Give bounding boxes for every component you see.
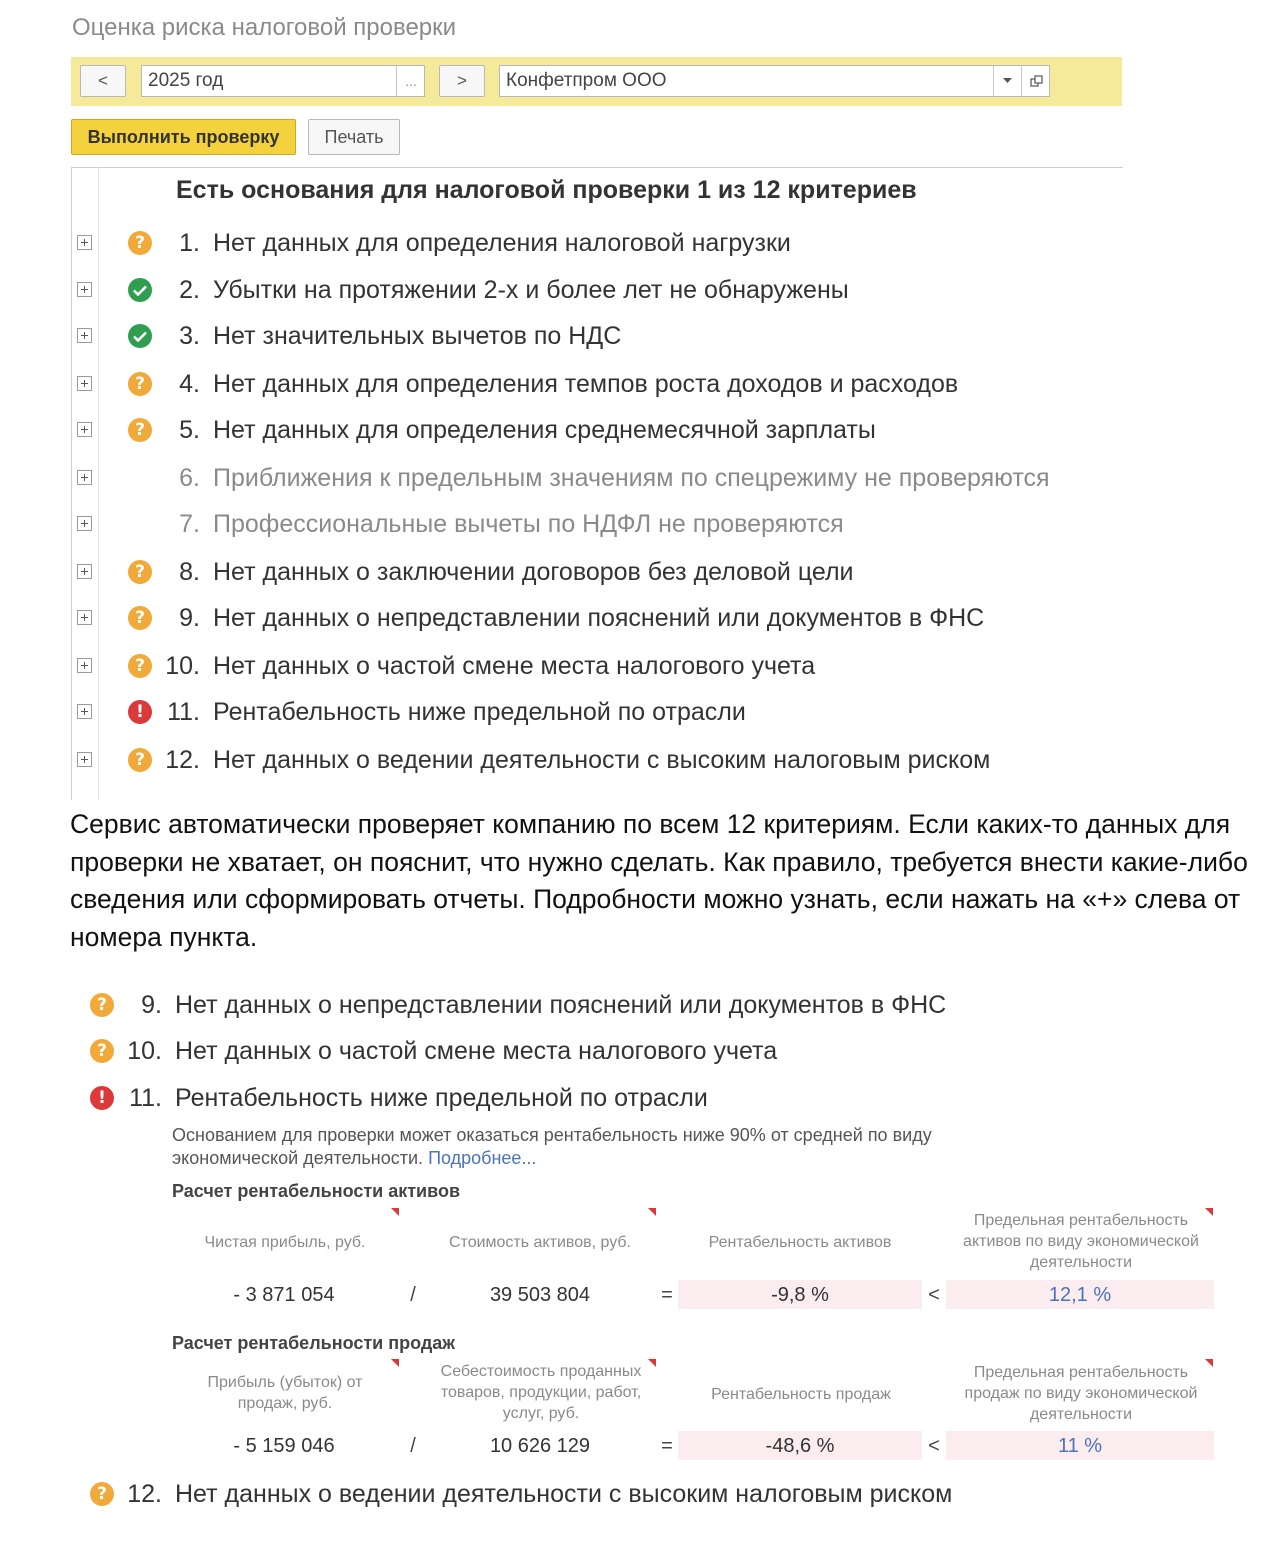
comment-marker (1205, 1359, 1213, 1367)
run-check-button[interactable]: Выполнить проверку (71, 119, 296, 155)
assets-limit-header: Предельная рентабельность активов по виду экономической деятельности (963, 1211, 1199, 1271)
question-status-icon: ? (128, 560, 152, 584)
detail-criterion-row (0, 1476, 1270, 1516)
expand-plus-icon[interactable] (77, 564, 92, 579)
criterion-text: Нет данных для определения темпов роста доходов и расходов (213, 370, 959, 398)
criterion-number: 1. (179, 229, 200, 257)
criterion-row (0, 225, 1270, 265)
alert-status-icon: ! (90, 1086, 114, 1110)
criterion-text: Приближения к предельным значениям по спецрежиму не проверяются (213, 464, 1050, 492)
check-status-icon (128, 324, 152, 348)
alert-status-icon: ! (128, 700, 152, 724)
more-link[interactable]: Подробнее... (428, 1148, 537, 1168)
expand-plus-icon[interactable] (77, 422, 92, 437)
expand-plus-icon[interactable] (77, 328, 92, 343)
question-status-icon: ? (90, 1039, 114, 1063)
question-status-icon: ? (128, 418, 152, 442)
criterion-description (172, 1124, 1052, 1170)
previous-period-button[interactable]: < (80, 65, 126, 97)
equals-sign: = (661, 1284, 673, 1306)
period-value: 2025 год (148, 70, 224, 91)
sales-profit-header: Прибыль (убыток) от продаж, руб. (207, 1374, 363, 1412)
criterion-text: Нет данных для определения налоговой нагрузки (213, 229, 791, 257)
criterion-row (0, 600, 1270, 640)
criterion-text: Нет данных о заключении договоров без деловой цели (213, 558, 854, 586)
criterion-row (0, 318, 1270, 358)
criterion-text: Нет данных о частой смене места налогового учета (213, 652, 816, 680)
organization-field[interactable] (499, 65, 1050, 97)
equals-sign: = (661, 1435, 673, 1457)
criterion-text: Профессиональные вычеты по НДФЛ не проверяются (213, 510, 844, 538)
comment-marker (391, 1208, 399, 1216)
organization-value: Конфетпром ООО (506, 70, 667, 91)
open-window-icon[interactable] (1022, 66, 1050, 96)
expand-plus-icon[interactable] (77, 658, 92, 673)
question-status-icon: ? (128, 606, 152, 630)
criterion-row (0, 648, 1270, 688)
article-paragraph: Сервис автоматически проверяет компанию по всем 12 критериям. Если каких-то данных для проверки не хватает, он пояснит, что нужно сделать. Как правило, требуется внести какие-либо сведения или сформировать отчеты. Подробности можно узнать, если нажать на «+» слева от номера пункта. (70, 809, 1248, 952)
criterion-text: Нет данных о частой смене места налогового учета (175, 1037, 778, 1065)
expand-plus-icon[interactable] (77, 235, 92, 250)
assets-cost-header: Стоимость активов, руб. (448, 1233, 631, 1251)
criterion-number: 9. (179, 604, 200, 632)
criterion-number: 12. (127, 1480, 162, 1508)
question-status-icon: ? (90, 993, 114, 1017)
description-text: Основанием для проверки может оказаться рентабельность ниже 90% от средней по виду экономической деятельности. (172, 1125, 932, 1168)
criterion-text: Нет значительных вычетов по НДС (213, 322, 622, 350)
criterion-number: 3. (179, 322, 200, 350)
expand-plus-icon[interactable] (77, 704, 92, 719)
detail-criterion-row (0, 987, 1270, 1027)
criterion-row (0, 412, 1270, 452)
next-period-button[interactable]: > (439, 65, 485, 97)
assets-section-title: Расчет рентабельности активов (172, 1181, 461, 1201)
form-title: Оценка риска налоговой проверки (72, 14, 457, 41)
criterion-number: 12. (165, 746, 200, 774)
criterion-text: Нет данных о непредставлении пояснений или документов в ФНС (213, 604, 985, 632)
question-status-icon: ? (128, 654, 152, 678)
question-status-icon: ? (128, 231, 152, 255)
criterion-number: 9. (141, 991, 162, 1019)
question-status-icon: ? (90, 1482, 114, 1506)
expand-plus-icon[interactable] (77, 516, 92, 531)
print-button[interactable]: Печать (308, 119, 400, 155)
less-than-sign: < (928, 1284, 940, 1306)
criterion-text: Нет данных о ведении деятельности с высоким налоговым риском (213, 746, 991, 774)
comment-marker (391, 1359, 399, 1367)
sales-limit-header: Предельная рентабельность продаж по виду экономической деятельности (964, 1363, 1198, 1423)
criterion-number: 10. (127, 1037, 162, 1065)
criterion-number: 4. (179, 370, 200, 398)
criterion-number: 2. (179, 276, 200, 304)
period-select-button[interactable]: ... (405, 73, 417, 89)
cost-of-sales-value: 10 626 129 (489, 1435, 591, 1457)
period-field[interactable] (141, 65, 425, 97)
criterion-row (0, 694, 1270, 734)
criterion-number: 7. (179, 510, 200, 538)
criterion-text: Рентабельность ниже предельной по отрасли (213, 698, 746, 726)
dropdown-arrow-icon[interactable] (994, 66, 1021, 96)
criterion-number: 6. (179, 464, 200, 492)
criterion-row (0, 272, 1270, 312)
assets-cost-value: 39 503 804 (489, 1284, 591, 1306)
comment-marker (1205, 1208, 1213, 1216)
net-profit-value: - 3 871 054 (233, 1284, 335, 1306)
criterion-row (0, 366, 1270, 406)
expand-plus-icon[interactable] (77, 282, 92, 297)
results-heading: Есть основания для налоговой проверки 1 из 12 критериев (176, 176, 917, 204)
sales-ratio-value: -48,6 % (765, 1435, 835, 1457)
question-status-icon: ? (128, 372, 152, 396)
assets-limit-value: 12,1 % (1048, 1284, 1112, 1306)
divide-sign: / (410, 1435, 416, 1457)
detail-criterion-row (0, 1033, 1270, 1073)
check-status-icon (128, 278, 152, 302)
comment-marker (648, 1359, 656, 1367)
criterion-number: 10. (165, 652, 200, 680)
criterion-row (0, 742, 1270, 782)
criterion-row (0, 554, 1270, 594)
divide-sign: / (410, 1284, 416, 1306)
criterion-row (0, 460, 1270, 500)
criterion-text: Убытки на протяжении 2-х и более лет не обнаружены (213, 276, 849, 304)
sales-profit-value: - 5 159 046 (233, 1435, 335, 1457)
criterion-row (0, 506, 1270, 546)
criterion-number: 5. (179, 416, 200, 444)
criterion-text: Нет данных для определения среднемесячной зарплаты (213, 416, 876, 444)
criterion-text: Нет данных о непредставлении пояснений или документов в ФНС (175, 991, 947, 1019)
question-status-icon: ? (128, 748, 152, 772)
assets-ratio-header: Рентабельность активов (708, 1233, 892, 1251)
criterion-number: 11. (167, 698, 200, 726)
sales-limit-value: 11 % (1057, 1435, 1103, 1457)
cost-of-sales-header: Себестоимость проданных товаров, продукции, работ, услуг, руб. (440, 1362, 642, 1422)
comment-marker (648, 1208, 656, 1216)
criterion-text: Нет данных о ведении деятельности с высоким налоговым риском (175, 1480, 953, 1508)
sales-section-title: Расчет рентабельности продаж (172, 1333, 456, 1353)
toolbar (71, 57, 1122, 106)
sales-ratio-header: Рентабельность продаж (711, 1385, 891, 1403)
expand-plus-icon[interactable] (77, 376, 92, 391)
expand-plus-icon[interactable] (77, 610, 92, 625)
detail-criterion-row (0, 1080, 1270, 1120)
less-than-sign: < (928, 1435, 940, 1457)
criterion-number: 8. (179, 558, 200, 586)
assets-ratio-value: -9,8 % (771, 1284, 829, 1306)
expand-plus-icon[interactable] (77, 752, 92, 767)
criterion-number: 11. (129, 1084, 162, 1112)
expand-plus-icon[interactable] (77, 470, 92, 485)
criterion-text: Рентабельность ниже предельной по отрасли (175, 1084, 708, 1112)
net-profit-header: Чистая прибыль, руб. (204, 1233, 366, 1251)
